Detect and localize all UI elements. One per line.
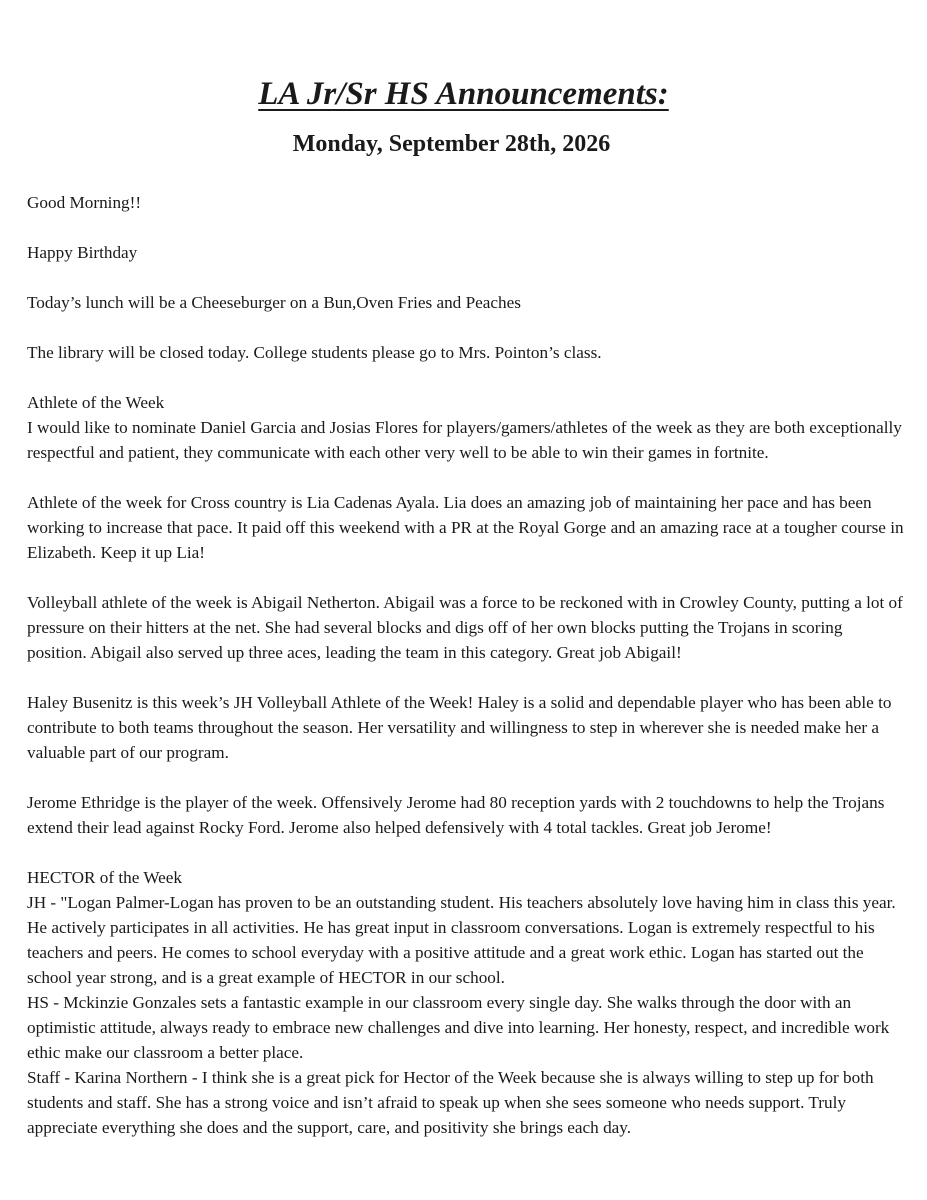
athlete-football-paragraph: Jerome Ethridge is the player of the week. Offensively Jerome had 80 reception yards with 2 touchdowns to help the Trojans extend their lead against Rocky Ford. Jerome also helped defensively with 4 total tackles. Great job Jerome! xyxy=(27,793,885,837)
hector-jh-paragraph: JH - "Logan Palmer-Logan has proven to be an outstanding student. His teachers absolutely love having him in class this year. He actively participates in all activities. He has great input in classroom conversations. Logan is extremely respectful to his teachers and peers. He comes to school everyday with a positive attitude and a great work ethic. Logan has started out the school year strong, and is a great example of HECTOR in our school. xyxy=(27,893,896,987)
athlete-cross-country-paragraph: Athlete of the week for Cross country is Lia Cadenas Ayala. Lia does an amazing job of maintaining her pace and has been working to increase that pace. It paid off this weekend with a PR at the Royal Gorge and an amazing race at a tougher course in Elizabeth. Keep it up Lia! xyxy=(27,493,904,562)
athlete-jh-volleyball-paragraph: Haley Busenitz is this week’s JH Volleyball Athlete of the Week! Haley is a solid and dependable player who has been able to contribute to both teams throughout the season. Her versatility and willingness to step in wherever she is needed make her a valuable part of our program. xyxy=(27,693,892,762)
athlete-esports-paragraph: I would like to nominate Daniel Garcia and Josias Flores for players/gamers/athletes of the week as they are both exceptionally respectful and patient, they communicate with each other very well to be able to win their games in fortnite. xyxy=(27,418,902,462)
library-text: The library will be closed today. College students please go to Mrs. Pointon’s class. xyxy=(27,343,602,362)
page-title xyxy=(0,74,927,114)
athlete-volleyball-paragraph: Volleyball athlete of the week is Abigail Netherton. Abigail was a force to be reckoned with in Crowley County, putting a lot of pressure on their hitters at the net. She had several blocks and digs off of her own blocks putting the Trojans in scoring position. Abigail also served up three aces, leading the team in this category. Great job Abigail! xyxy=(27,593,903,662)
announcement-body xyxy=(27,190,905,1140)
page-title-text: LA Jr/Sr HS Announcements: xyxy=(258,76,669,112)
announcement-date: Monday, September 28th, 2026 xyxy=(292,131,611,157)
birthday-text: Happy Birthday xyxy=(27,243,138,262)
lunch-text: Today’s lunch will be a Cheeseburger on a Bun,Oven Fries and Peaches xyxy=(27,293,521,312)
athlete-heading: Athlete of the Week xyxy=(27,393,165,412)
hector-heading: HECTOR of the Week xyxy=(27,868,183,887)
greeting-text: Good Morning!! xyxy=(27,193,142,212)
hector-staff-paragraph: Staff - Karina Northern - I think she is a great pick for Hector of the Week because she is always willing to step up for both students and staff. She has a strong voice and isn’t afraid to speak up when she sees someone who needs support. Truly appreciate everything she does and the support, care, and positivity she brings each day. xyxy=(27,1068,874,1137)
hector-hs-paragraph: HS - Mckinzie Gonzales sets a fantastic example in our classroom every single day. She walks through the door with an optimistic attitude, always ready to embrace new challenges and dive into learning. Her honesty, respect, and incredible work ethic make our classroom a better place. xyxy=(27,993,890,1062)
